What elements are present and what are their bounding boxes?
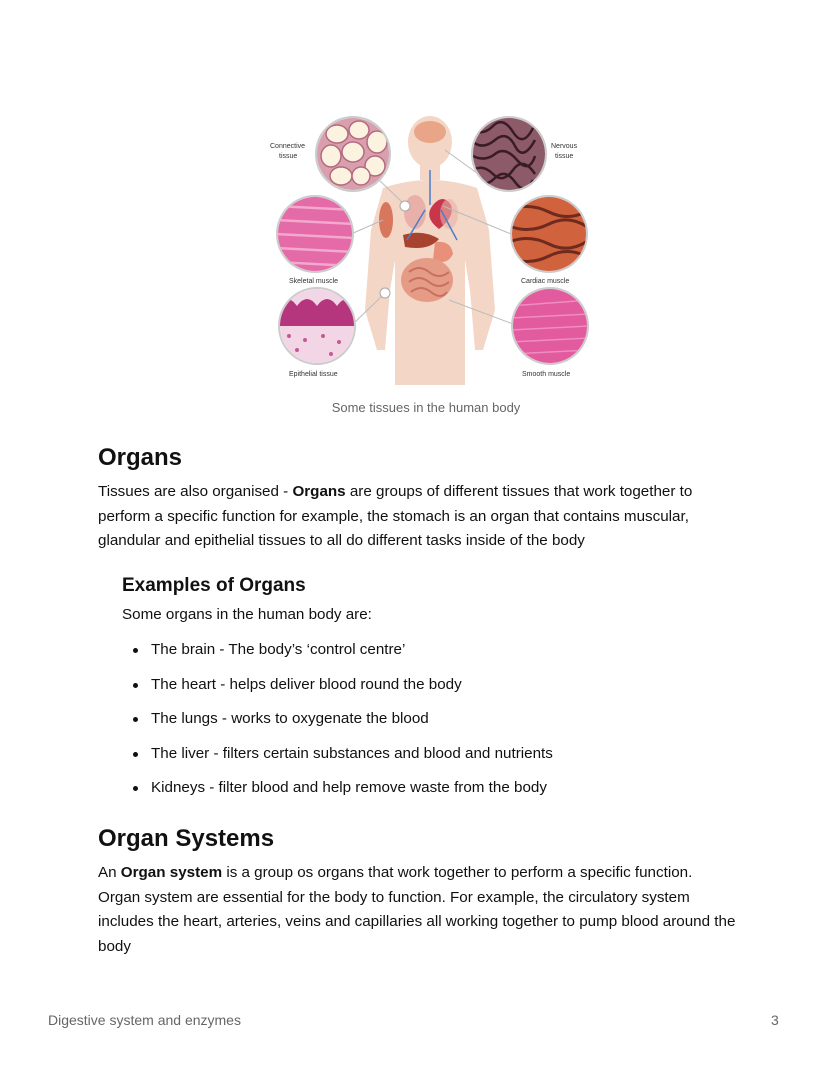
list-item-text: The heart - helps deliver blood round the body [151, 675, 462, 693]
systems-para-text-1: An [98, 864, 121, 881]
tissues-figure [265, 110, 595, 385]
bullet [133, 683, 138, 688]
bullet [133, 786, 138, 791]
page-number: 3 [771, 1012, 779, 1028]
organs-heading: Organs [98, 444, 183, 471]
organ-examples-list [122, 640, 553, 813]
list-item [122, 640, 553, 675]
epithelial-tissue-image [277, 288, 357, 368]
footer-title: Digestive system and enzymes [48, 1012, 241, 1028]
list-item [122, 709, 553, 744]
systems-bold-term: Organ system [120, 864, 223, 881]
organs-para-text-1: Tissues are also organised - [98, 483, 293, 500]
bullet [133, 648, 138, 653]
bullet [133, 752, 138, 757]
organ-systems-heading: Organ Systems [98, 825, 275, 852]
label-epithelial-tissue: Epithelial tissue [289, 371, 338, 378]
list-item [122, 675, 553, 710]
organs-paragraph [98, 480, 738, 554]
cardiac-muscle-image [509, 194, 589, 274]
smooth-muscle-image [510, 288, 590, 368]
organs-bold-term: Organs [292, 483, 346, 500]
label-connective-line2: tissue [279, 153, 298, 160]
skeletal-muscle-image [275, 194, 355, 274]
label-smooth-muscle: Smooth muscle [522, 371, 571, 378]
list-item-text: The liver - filters certain substances and blood and nutrients [151, 744, 553, 762]
list-item-text: The brain - The body’s ‘control centre’ [151, 641, 406, 658]
organs-para-text-2: are groups of different tissues that work together to perform a specific function for example, the stomach is an organ that contains muscular, glandular and epithelial tissues to all do different tasks inside of the body [98, 483, 693, 549]
label-cardiac-muscle: Cardiac muscle [521, 278, 570, 285]
label-nervous-line1: Nervous [551, 143, 578, 150]
organ-systems-paragraph [98, 861, 738, 959]
examples-intro: Some organs in the human body are: [122, 606, 372, 623]
list-item [122, 744, 553, 779]
list-item [122, 778, 553, 813]
list-item-text: The lungs - works to oxygenate the blood [151, 710, 429, 727]
list-item-text: Kidneys - filter blood and help remove waste from the body [151, 779, 547, 796]
examples-heading: Examples of Organs [122, 575, 306, 596]
systems-para-text-2: is a group os organs that work together to perform a specific function. Organ system are essential for the body to function. For example, the circulatory system includes the heart, arteries, veins and capillaries all working together to pump blood around the body [98, 864, 736, 955]
label-skeletal-muscle: Skeletal muscle [289, 278, 339, 285]
label-nervous-line2: tissue [555, 153, 574, 160]
figure-caption: Some tissues in the human body [331, 400, 521, 415]
nervous-tissue-image [471, 116, 551, 196]
label-connective-line1: Connective [270, 143, 306, 150]
bullet [133, 717, 138, 722]
